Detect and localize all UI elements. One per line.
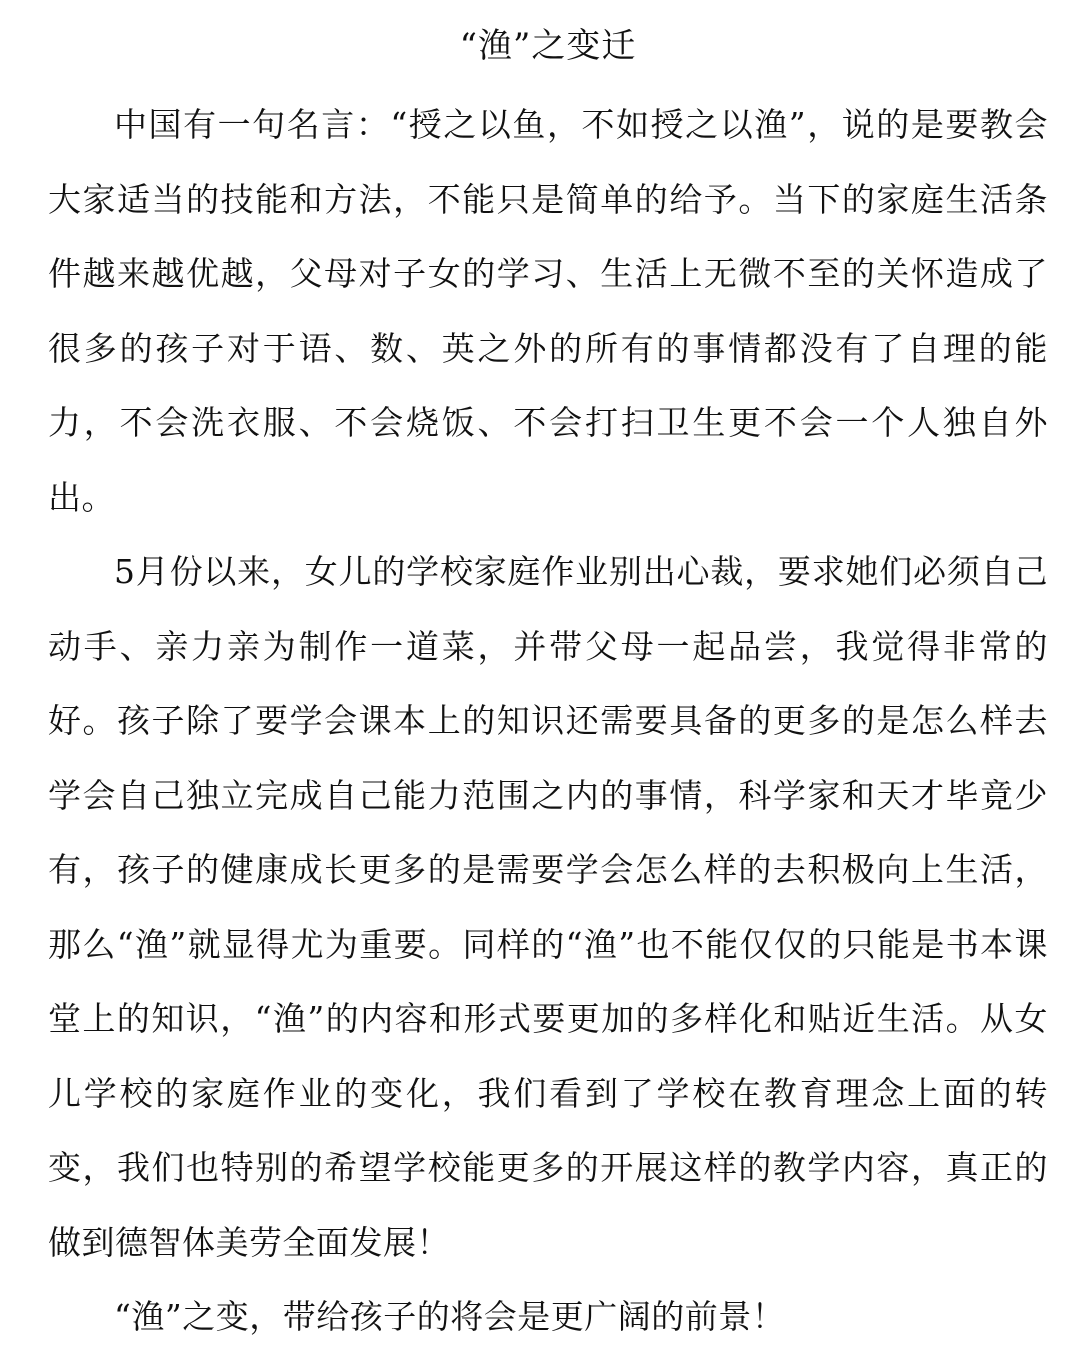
- paragraph-homework: 5月份以来，女儿的学校家庭作业别出心裁，要求她们必须自己动手、亲力亲为制作一道菜，并带父母一起品尝，我觉得非常的好。孩子除了要学会课本上的知识还需要具备的更多的是怎么样去学会自己独立完成自己能力范围之内的事情，科学家和天才毕竟少有，孩子的健康成长更多的是需要学会怎么样的去积极向上生活，那么“渔”就显得尤为重要。同样的“渔”也不能仅仅的只能是书本课堂上的知识，“渔”的内容和形式要更加的多样化和贴近生活。从女儿学校的家庭作业的变化，我们看到了学校在教育理念上面的转变，我们也特别的希望学校能更多的开展这样的教学内容，真正的做到德智体美劳全面发展！: [48, 552, 1048, 1262]
- paragraph-conclusion: “渔”之变，带给孩子的将会是更广阔的前景！: [114, 1297, 786, 1336]
- page-title: “渔”之变迁: [459, 26, 637, 66]
- paragraph-intro: 中国有一句名言：“授之以鱼，不如授之以渔”，说的是要教会大家适当的技能和方法，不能只是简单的给予。当下的家庭生活条件越来越优越，父母对子女的学习、生活上无微不至的关怀造成了很多的孩子对于语、数、英之外的所有的事情都没有了自理的能力，不会洗衣服、不会烧饭、不会打扫卫生更不会一个人独自外出。: [48, 105, 1048, 517]
- document-body: [48, 18, 1048, 1355]
